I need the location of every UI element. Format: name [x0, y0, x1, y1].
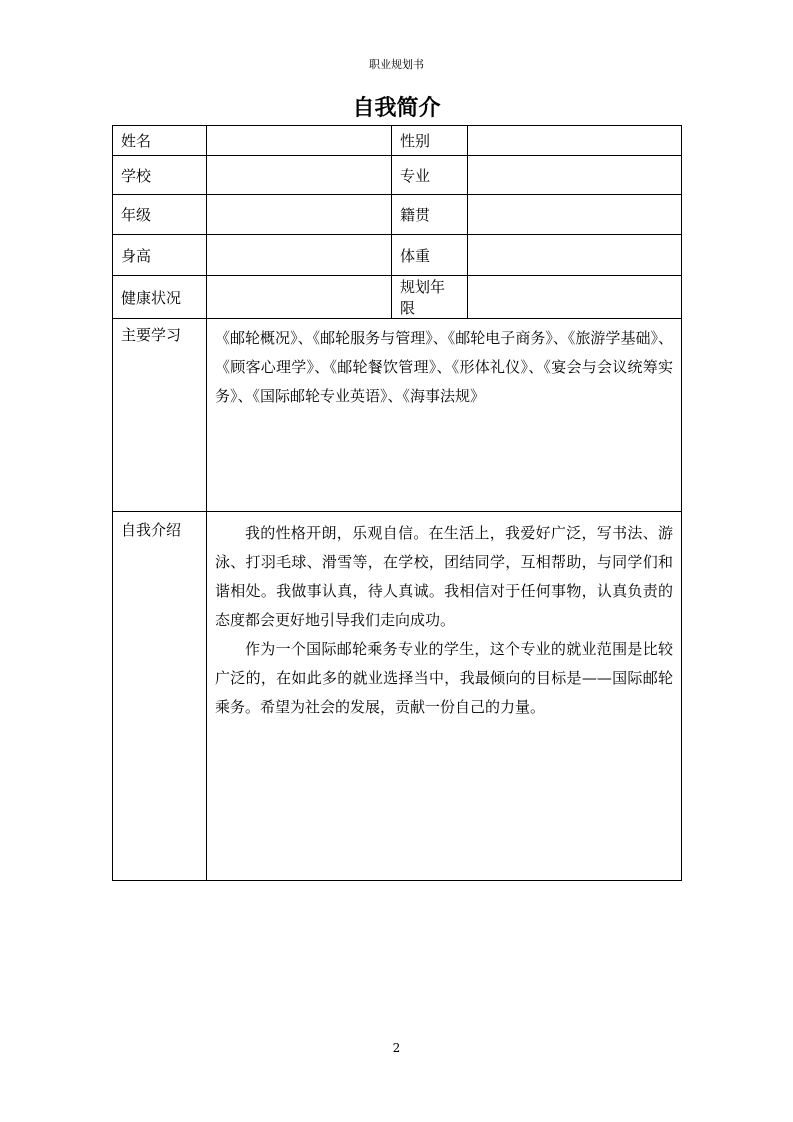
school-field[interactable]	[207, 156, 392, 195]
page-header: 职业规划书	[369, 58, 424, 71]
major-label: 专业	[392, 156, 468, 195]
hometown-field[interactable]	[468, 195, 682, 235]
study-label: 主要学习	[113, 319, 207, 512]
gender-field[interactable]	[468, 126, 682, 156]
page-title: 自我简介	[352, 96, 441, 121]
weight-field[interactable]	[468, 235, 682, 276]
hometown-label: 籍贯	[392, 195, 468, 235]
table-row	[113, 156, 682, 195]
height-label: 身高	[113, 235, 207, 276]
school-label: 学校	[113, 156, 207, 195]
major-field[interactable]	[468, 156, 682, 195]
name-label: 姓名	[113, 126, 207, 156]
table-row	[113, 126, 682, 156]
table-row	[113, 276, 682, 319]
intro-label: 自我介绍	[113, 512, 207, 881]
name-field[interactable]	[207, 126, 392, 156]
study-courses-text: 《邮轮概况》、《邮轮服务与管理》、《邮轮电子商务》、《旅游学基础》、《顾客心理学》、《邮轮餐饮管理》、《形体礼仪》、《宴会与会议统筹实务》、《国际邮轮专业英语》、《海事法规》	[215, 329, 673, 405]
intro-paragraph: 我的性格开朗，乐观自信。在生活上，我爱好广泛，写书法、游泳、打羽毛球、滑雪等，在学校，团结同学，互相帮助，与同学们和谐相处。我做事认真，待人真诚。我相信对于任何事物，认真负责的态度都会更好地引导我们走向成功。	[215, 524, 673, 629]
table-row	[113, 195, 682, 235]
grade-field[interactable]	[207, 195, 392, 235]
table-row	[113, 512, 682, 881]
height-field[interactable]	[207, 235, 392, 276]
study-cell	[207, 319, 682, 512]
health-label: 健康状况	[113, 276, 207, 319]
self-intro-table	[112, 125, 682, 881]
plan-years-field[interactable]	[468, 276, 682, 319]
page-number: 2	[392, 1041, 401, 1055]
weight-label: 体重	[392, 235, 468, 276]
plan-years-label: 规划年限	[392, 276, 468, 319]
intro-paragraph: 作为一个国际邮轮乘务专业的学生，这个专业的就业范围是比较广泛的，在如此多的就业选择当中，我最倾向的目标是——国际邮轮乘务。希望为社会的发展，贡献一份自己的力量。	[215, 640, 673, 716]
table-row	[113, 319, 682, 512]
table-row	[113, 235, 682, 276]
grade-label: 年级	[113, 195, 207, 235]
intro-cell	[207, 512, 682, 881]
gender-label: 性别	[392, 126, 468, 156]
health-field[interactable]	[207, 276, 392, 319]
